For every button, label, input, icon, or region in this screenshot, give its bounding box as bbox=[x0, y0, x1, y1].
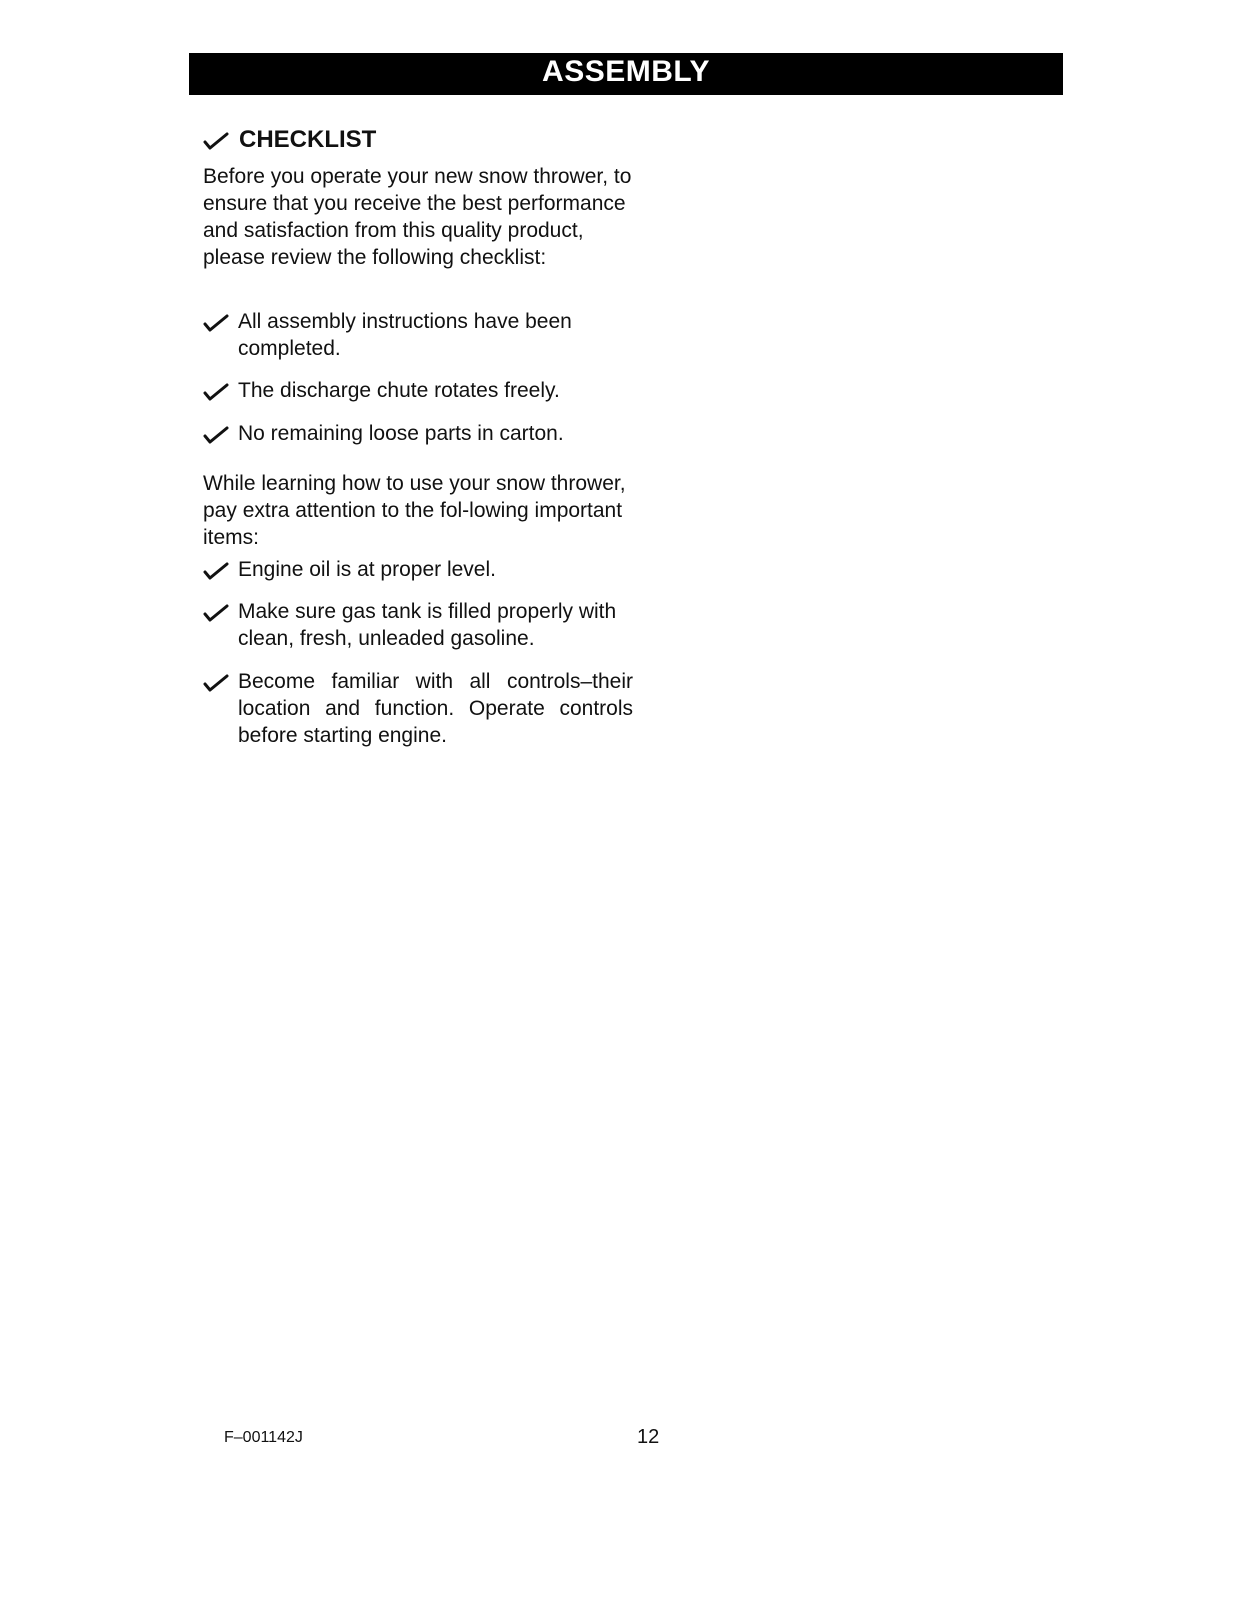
check-mark-icon bbox=[203, 602, 229, 622]
header-title: ASSEMBLY bbox=[542, 55, 710, 88]
check-mark-icon bbox=[203, 381, 229, 401]
checklist-item bbox=[203, 308, 633, 362]
checklist-title: CHECKLIST bbox=[239, 126, 377, 153]
section-header-bar bbox=[189, 53, 1063, 95]
important-item-text: Make sure gas tank is filled properly with clean, fresh, unleaded gasoline. bbox=[238, 600, 617, 650]
check-mark-icon bbox=[203, 312, 229, 332]
checklist-heading bbox=[203, 125, 376, 155]
intro-paragraph: Before you operate your new snow thrower, to ensure that you receive the best performance and satisfaction from this quality product, please review the following checklist: bbox=[203, 165, 632, 269]
important-item-text: Engine oil is at proper level. bbox=[238, 558, 496, 581]
checklist-item bbox=[203, 377, 633, 404]
checklist-item bbox=[203, 420, 633, 447]
checklist-item-text: No remaining loose parts in carton. bbox=[238, 422, 564, 445]
learning-paragraph: While learning how to use your snow thrower, pay extra attention to the fol-lowing important items: bbox=[203, 472, 626, 549]
important-item-text: Become familiar with all controls–their location and function. Operate controls before starting engine. bbox=[238, 670, 633, 747]
important-item bbox=[203, 598, 633, 652]
page-number: 12 bbox=[637, 1426, 660, 1448]
important-item bbox=[203, 556, 633, 583]
document-code: F–001142J bbox=[224, 1429, 303, 1446]
checklist-item-text: All assembly instructions have been completed. bbox=[238, 310, 572, 360]
important-item bbox=[203, 668, 633, 749]
check-mark-icon bbox=[203, 560, 229, 580]
check-mark-icon bbox=[203, 424, 229, 444]
check-mark-icon bbox=[203, 130, 229, 150]
checklist-item-text: The discharge chute rotates freely. bbox=[238, 379, 560, 402]
check-mark-icon bbox=[203, 672, 229, 692]
